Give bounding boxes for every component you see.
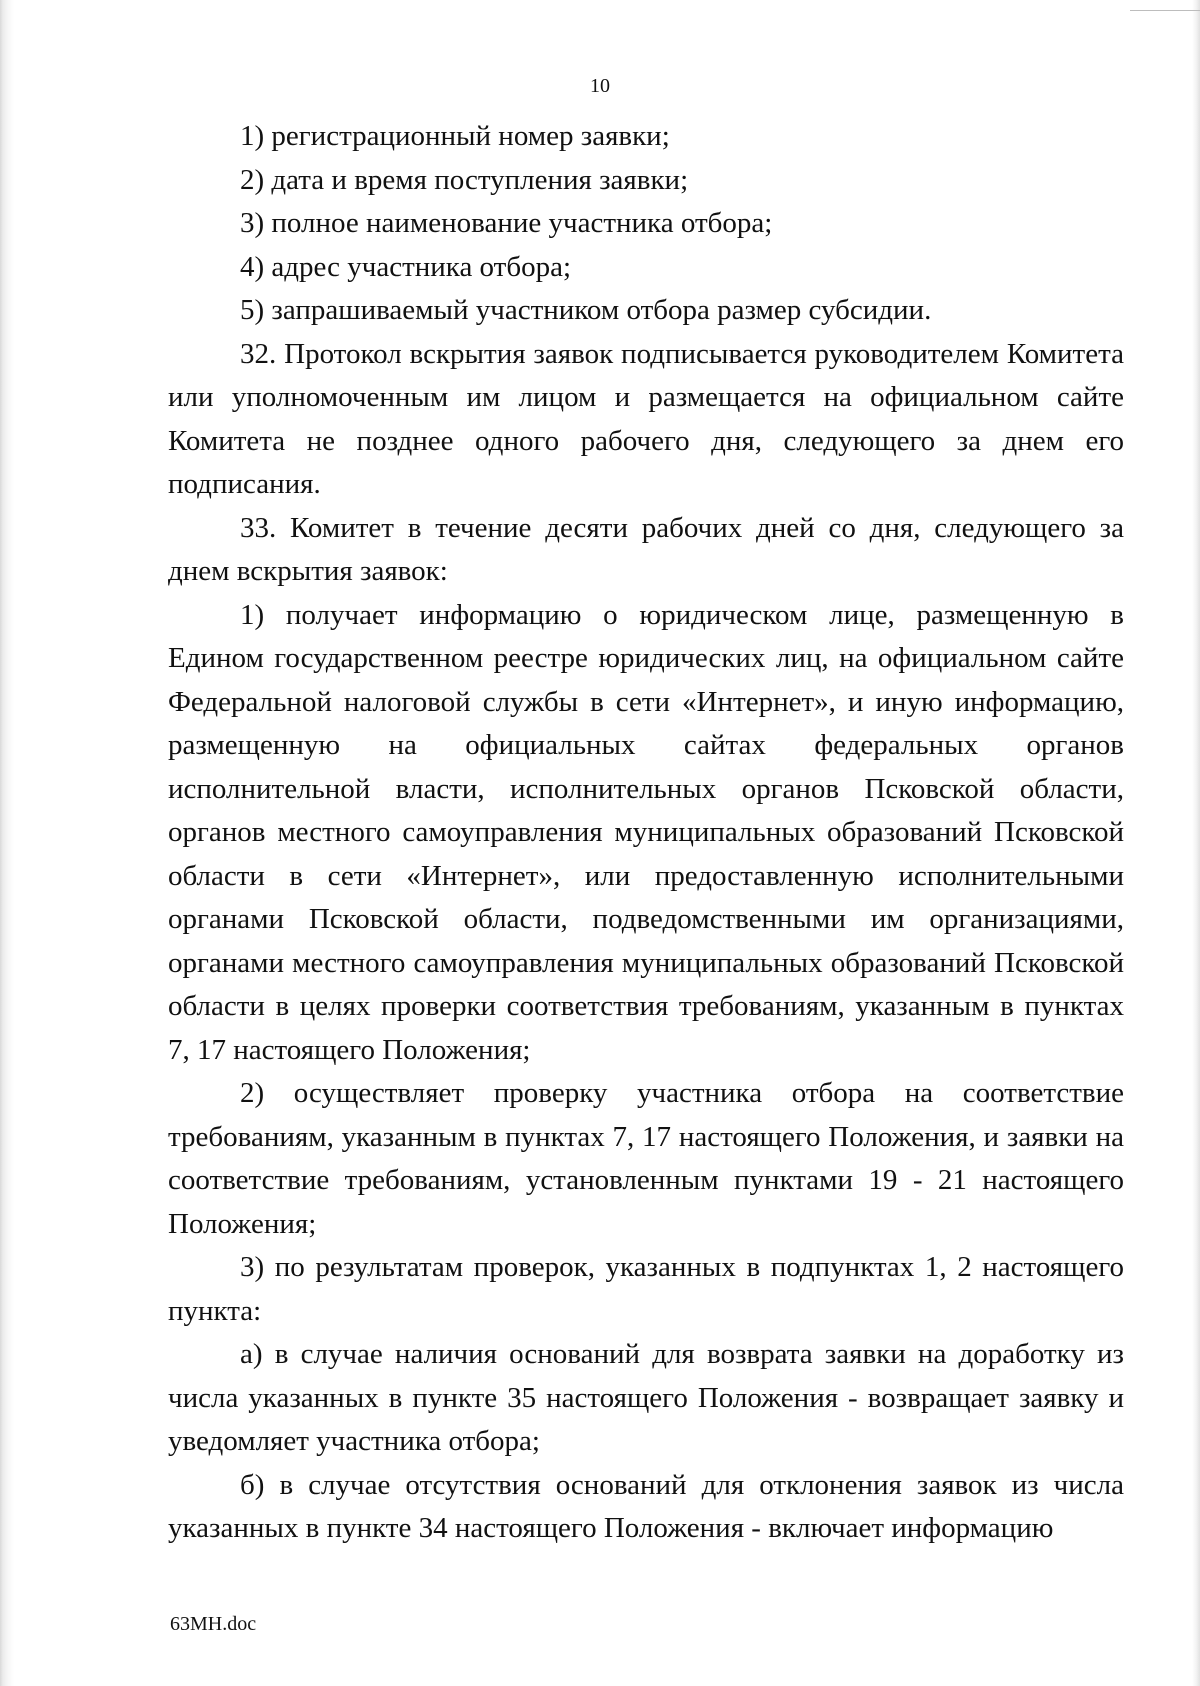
paragraph-32: 32. Протокол вскрытия заявок подписывается руководителем Комитета или уполномоченным им лицом и размещается на официальном сайте Комитета не позднее одного рабочего дня, следующего за днем его подписания. [168,337,1124,500]
scan-corner-mark [1130,0,1200,11]
scan-edge-right [1192,0,1200,1686]
list-item-full-name: 3) полное наименование участника отбора; [240,207,773,239]
document-body [168,115,1124,1551]
subparagraph-33-3-b: б) в случае отсутствия оснований для отклонения заявок из числа указанных в пункте 34 настоящего Положения - включает информацию [168,1468,1124,1544]
subparagraph-33-1: 1) получает информацию о юридическом лице, размещенную в Едином государственном реестре юридических лиц, на официальном сайте Федеральной налоговой службы в сети «Интернет», и иную информацию, размещенную на официальных сайтах федеральных органов исполнительной власти, исполнительных органов Псковской области, органов местного самоуправления муниципальных образований Псковской области в сети «Интернет», или предоставленную исполнительными органами Псковской области, подведомственными им организациями, органами местного самоуправления муниципальных образований Псковской области в целях проверки соответствия требованиям, указанным в пунктах 7, 17 настоящего Положения; [168,598,1124,1066]
subparagraph-33-2: 2) осуществляет проверку участника отбора на соответствие требованиям, указанным в пунктах 7, 17 настоящего Положения, и заявки на соответствие требованиям, установленным пунктами 19 - 21 настоящего Положения; [168,1077,1124,1240]
footer-filename: 63МН.doc [170,1613,257,1635]
subparagraph-33-3: 3) по результатам проверок, указанных в подпунктах 1, 2 настоящего пункта: [168,1251,1124,1327]
list-item-address: 4) адрес участника отбора; [240,250,572,283]
page-number: 10 [590,75,610,97]
paragraph-33: 33. Комитет в течение десяти рабочих дней со дня, следующего за днем вскрытия заявок: [168,511,1124,587]
list-item-subsidy-amount: 5) запрашиваемый участником отбора размер субсидии. [240,294,932,326]
list-item-date-time: 2) дата и время поступления заявки; [240,163,689,196]
list-item-registration-number: 1) регистрационный номер заявки; [240,120,670,152]
subparagraph-33-3-a: а) в случае наличия оснований для возврата заявки на доработку из числа указанных в пункте 35 настоящего Положения - возвращает заявку и уведомляет участника отбора; [168,1338,1124,1457]
scan-edge-left [0,0,14,1686]
